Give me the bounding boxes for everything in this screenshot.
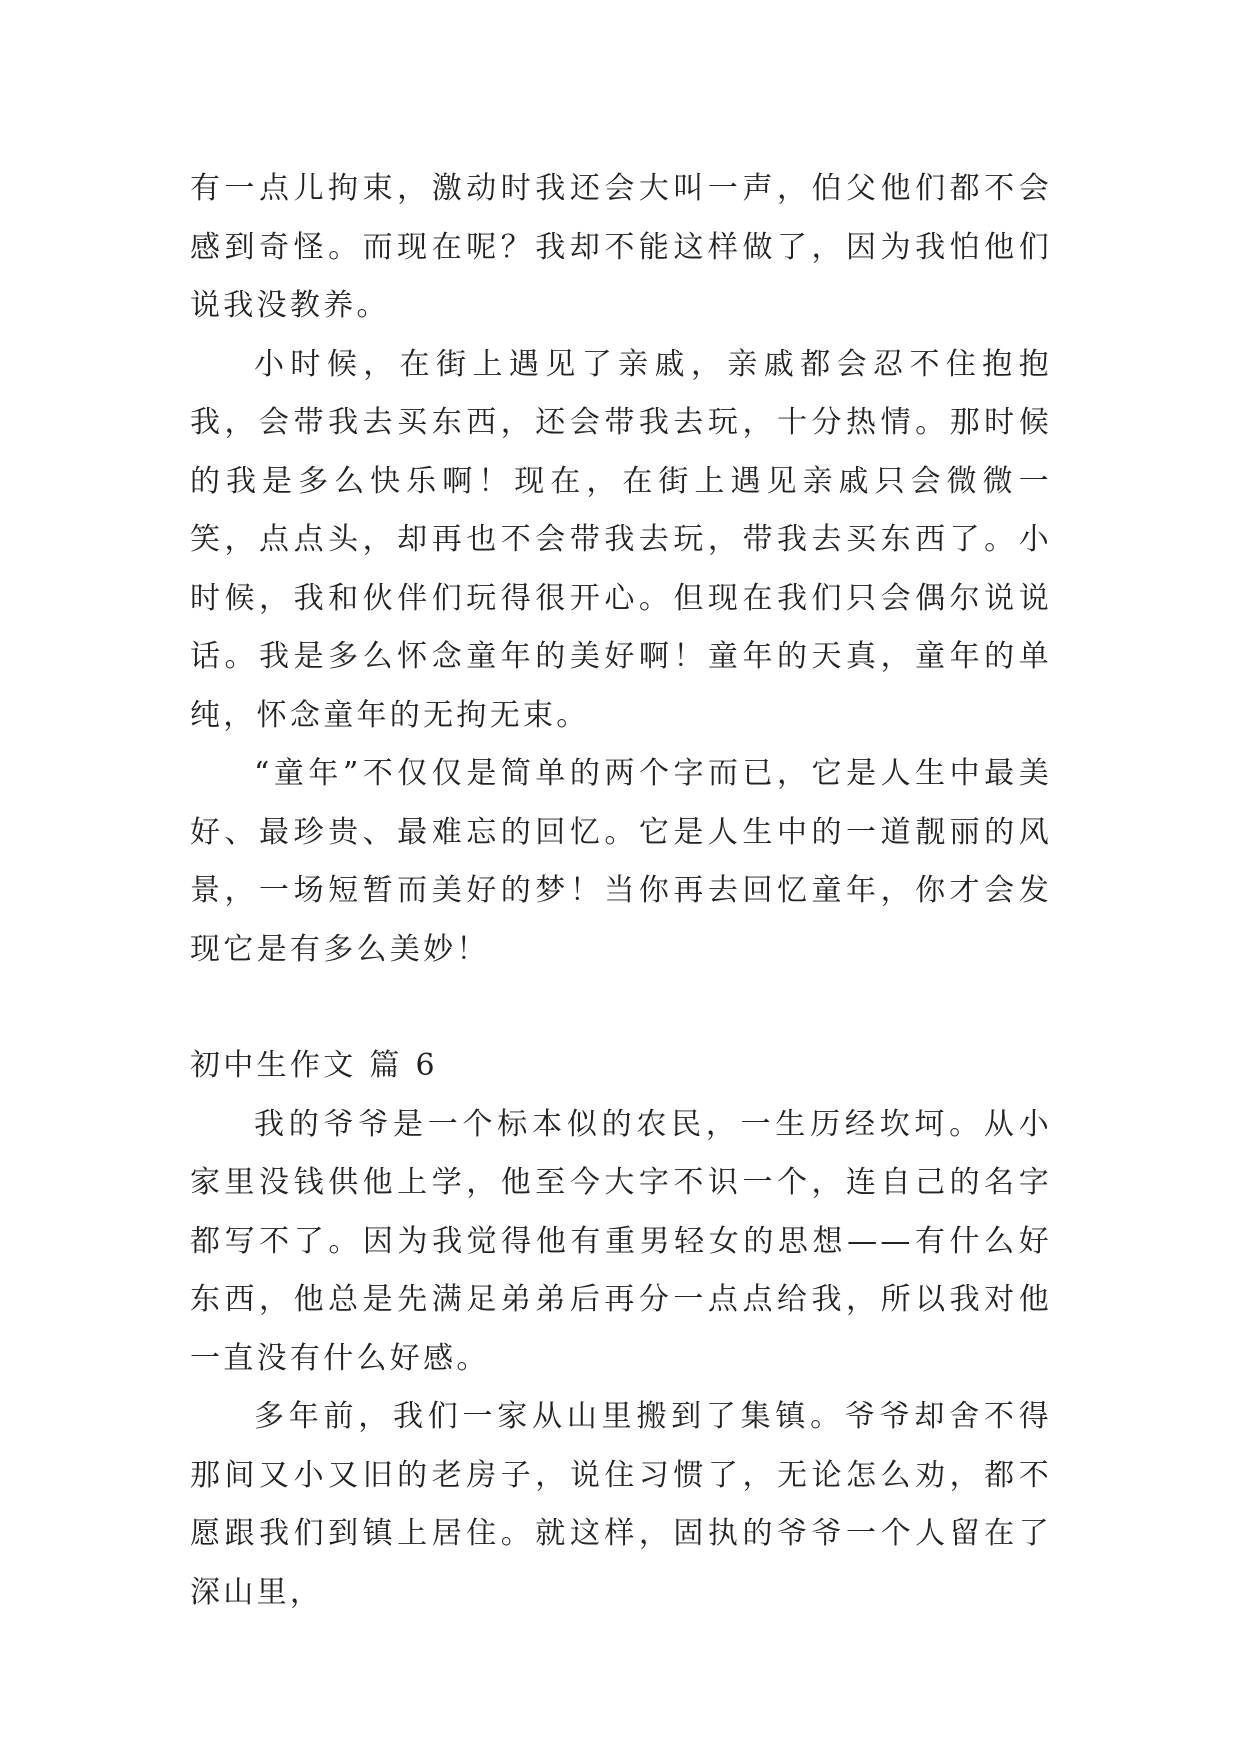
paragraph-grandfather-moving: 多年前，我们一家从山里搬到了集镇。爷爷却舍不得那间又小又旧的老房子，说住习惯了，无论怎么劝，都不愿跟我们到镇上居住。就这样，固执的爷爷一个人留在了深山里， [190, 1399, 1052, 1610]
paragraph-grandfather-intro: 我的爷爷是一个标本似的农民，一生历经坎坷。从小家里没钱供他上学，他至今大字不识一个，连自己的名字都写不了。因为我觉得他有重男轻女的思想——有什么好东西，他总是先满足弟弟后再分一点点给我，所以我对他一直没有什么好感。 [190, 1106, 1052, 1376]
section-heading: 初中生作文 篇 6 [190, 1048, 438, 1083]
paragraph-continued: 有一点儿拘束，激动时我还会大叫一声，伯父他们都不会感到奇怪。而现在呢？我却不能这样做了，因为我怕他们说我没教养。 [190, 171, 1052, 323]
paragraph-childhood-relatives: 小时候，在街上遇见了亲戚，亲戚都会忍不住抱抱我，会带我去买东西，还会带我去玩，十分热情。那时候的我是多么快乐啊！现在，在街上遇见亲戚只会微微一笑，点点头，却再也不会带我去玩，带我去买东西了。小时候，我和伙伴们玩得很开心。但现在我们只会偶尔说说话。我是多么怀念童年的美好啊！童年的天真，童年的单纯，怀念童年的无拘无束。 [190, 346, 1052, 733]
section-gap [190, 979, 1052, 1037]
document-body [190, 160, 1052, 1622]
paragraph-childhood-summary: “童年”不仅仅是简单的两个字而已，它是人生中最美好、最珍贵、最难忘的回忆。它是人生中的一道靓丽的风景，一场短暂而美好的梦！当你再去回忆童年，你才会发现它是有多么美妙！ [190, 756, 1052, 967]
